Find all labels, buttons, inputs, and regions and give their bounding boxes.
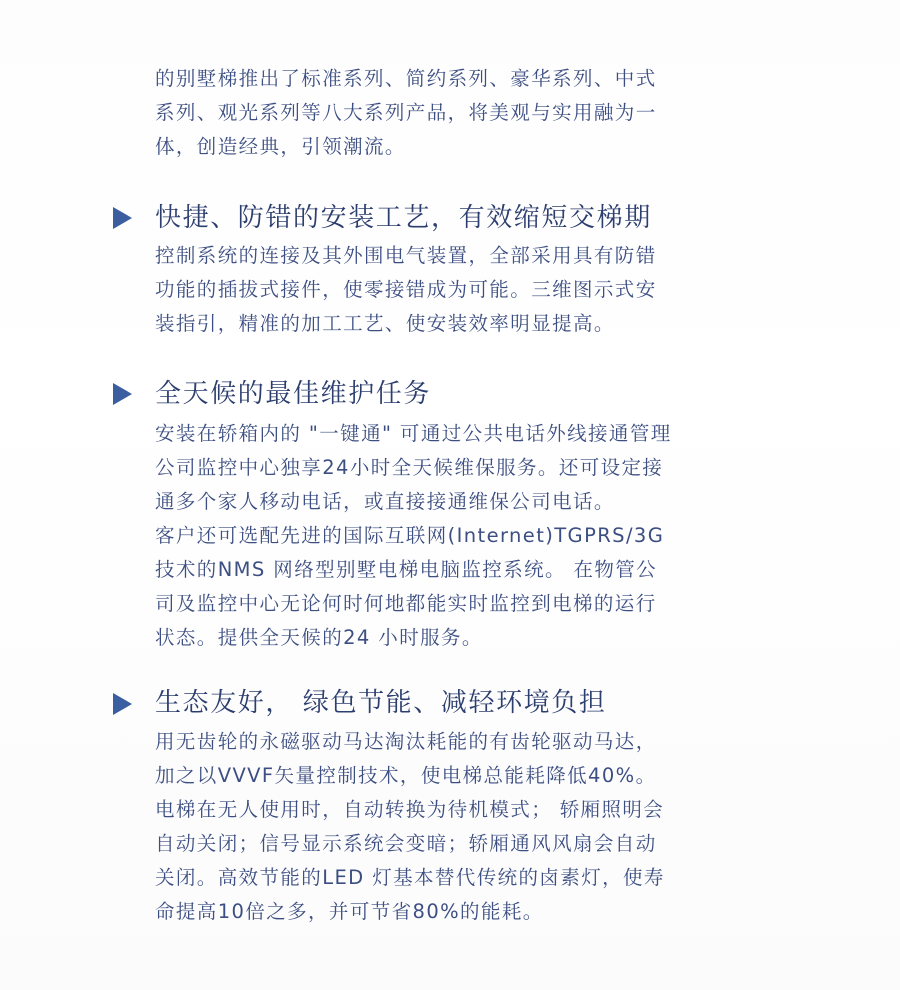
section-body-installation [155,239,735,341]
intro-line: 的别墅梯推出了标准系列、简约系列、豪华系列、中式 [155,67,657,90]
body-line: 自动关闭；信号显示系统会变暗；轿厢通风风扇会自动 [155,832,657,855]
section-body-maintenance [155,417,735,655]
section-heading-maintenance: 全天候的最佳维护任务 [155,379,432,409]
body-line: 控制系统的连接及其外围电气装置，全部采用具有防错 [155,244,657,267]
body-line: 用无齿轮的永磁驱动马达淘汰耗能的有齿轮驱动马达， [155,730,657,753]
intro-line: 体，创造经典，引领潮流。 [155,135,406,158]
body-line: 客户还可选配先进的国际互联网(Internet)TGPRS/3G [155,524,665,547]
triangle-right-icon [113,693,132,715]
body-line: 命提高10倍之多，并可节省80%的能耗。 [155,900,544,923]
body-line: 通多个家人移动电话，或直接接通维保公司电话。 [155,490,615,513]
body-line: 装指引，精准的加工工艺、使安装效率明显提高。 [155,312,615,335]
body-line: 技术的NMS 网络型别墅电梯电脑监控系统。 在物管公 [155,558,658,581]
intro-paragraph [155,62,735,164]
body-line: 加之以VVVF矢量控制技术，使电梯总能耗降低40%。 [155,764,657,787]
triangle-right-icon [113,383,132,405]
body-line: 功能的插拔式接件，使零接错成为可能。三维图示式安 [155,278,657,301]
body-line: 电梯在无人使用时，自动转换为待机模式； 轿厢照明会 [155,798,665,821]
intro-line: 系列、观光系列等八大系列产品，将美观与实用融为一 [155,101,657,124]
body-line: 司及监控中心无论何时何地都能实时监控到电梯的运行 [155,592,657,615]
section-heading-installation: 快捷、防错的安装工艺，有效缩短交梯期 [155,203,652,233]
body-line: 公司监控中心独享24小时全天候维保服务。还可设定接 [155,456,664,479]
body-line: 状态。提供全天候的24 小时服务。 [155,626,483,649]
body-line: 安装在轿箱内的 "一键通" 可通过公共电话外线接通管理 [155,422,672,445]
triangle-right-icon [113,207,132,229]
section-heading-eco: 生态友好， 绿色节能、减轻环境负担 [155,688,607,718]
section-body-eco [155,725,735,929]
body-line: 关闭。高效节能的LED 灯基本替代传统的卤素灯，使寿 [155,866,665,889]
